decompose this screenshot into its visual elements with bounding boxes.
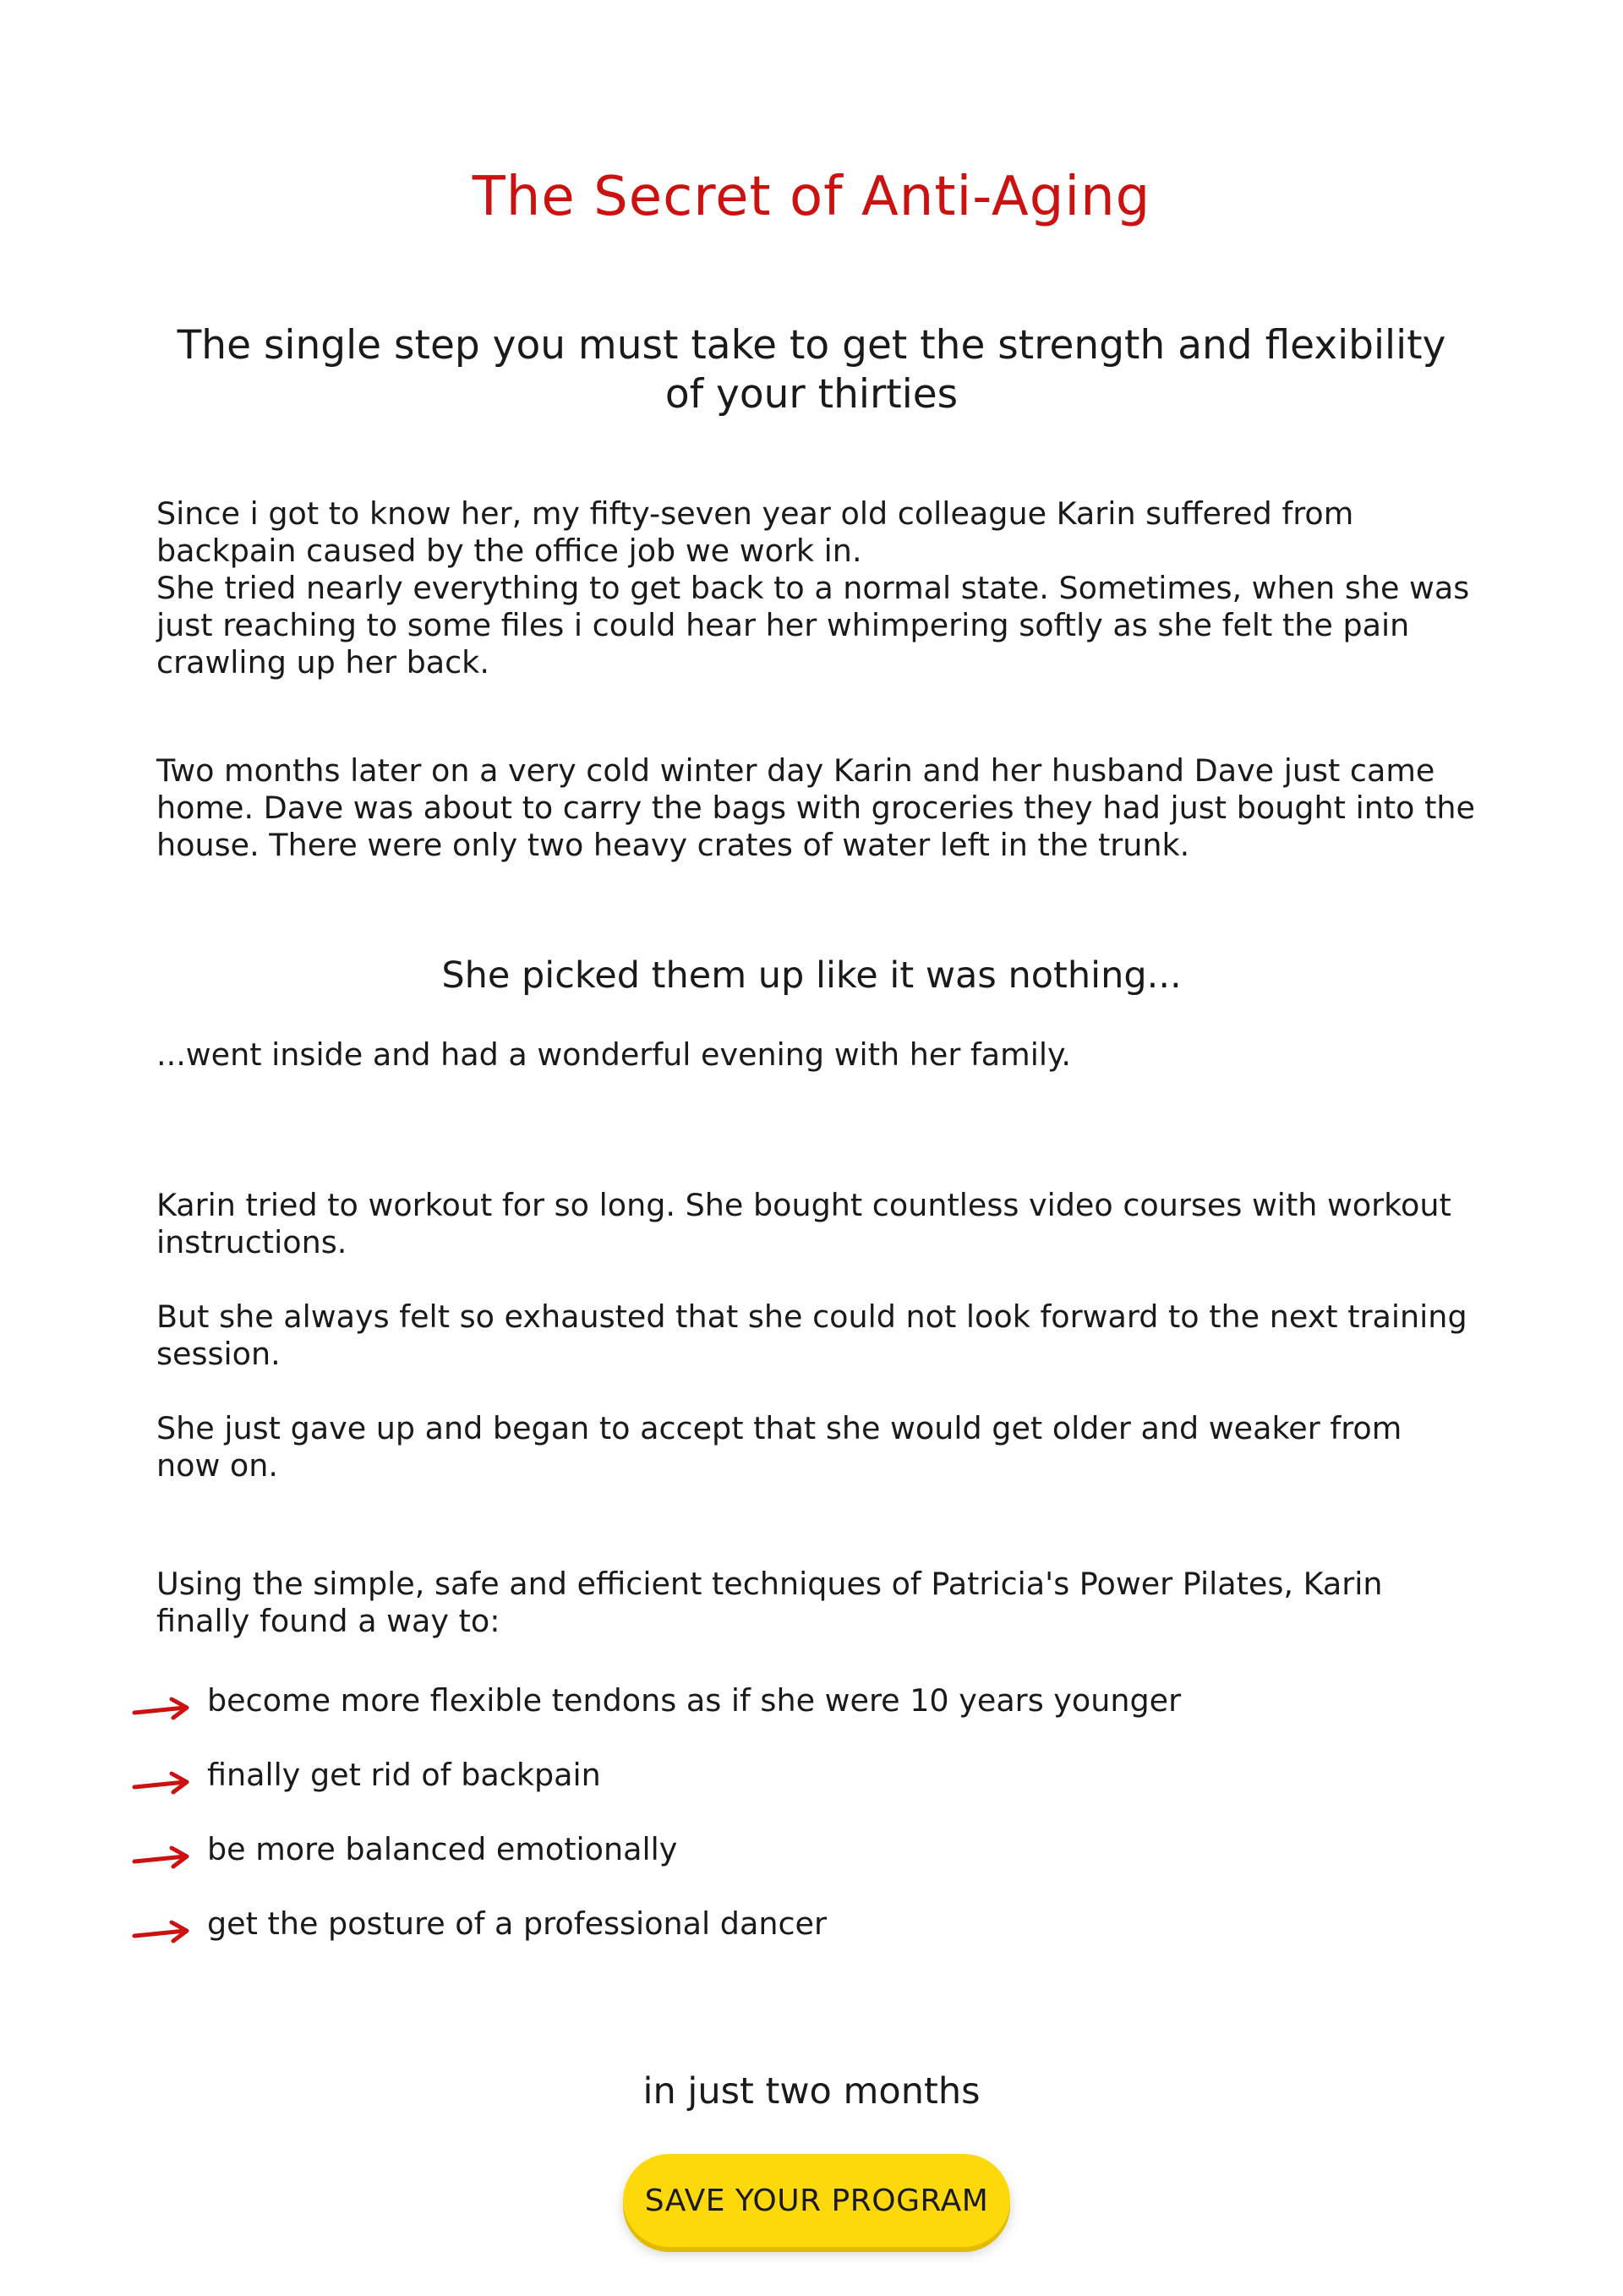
story-continuation xyxy=(156,1036,1475,1074)
story-paragraph: Since i got to know her, my fifty-seven year old colleague Karin suffered from backpain caused by the office job we work in. xyxy=(156,495,1354,569)
benefit-text: get the posture of a professional dancer xyxy=(207,1905,827,1942)
story-paragraph: She just gave up and began to accept that she would get older and weaker from now on. xyxy=(156,1410,1402,1484)
red-arrow-icon xyxy=(131,1841,192,1875)
story-struggle xyxy=(156,1187,1475,1484)
story-paragraph: Karin tried to workout for so long. She bought countless video courses with workout instructions. xyxy=(156,1187,1451,1260)
page-title: The Secret of Anti-Aging xyxy=(472,166,1151,228)
red-arrow-icon xyxy=(131,1692,192,1726)
benefit-text: be more balanced emotionally xyxy=(207,1831,678,1867)
list-item xyxy=(131,1681,1181,1755)
list-item xyxy=(131,1755,1181,1829)
story-paragraph: But she always felt so exhausted that she could not look forward to the next training session. xyxy=(156,1298,1467,1372)
list-item xyxy=(131,1904,1181,1978)
story-paragraph: She tried nearly everything to get back to a normal state. Sometimes, when she was just reaching to some files i could hear her whimpering softly as she felt the pain crawling up her back. xyxy=(156,570,1470,681)
list-item xyxy=(131,1829,1181,1904)
story-paragraph: Using the simple, safe and efficient techniques of Patricia's Power Pilates, Karin finally found a way to: xyxy=(156,1566,1383,1639)
save-program-button[interactable]: SAVE YOUR PROGRAM xyxy=(623,2154,1010,2247)
story-intro xyxy=(156,495,1475,681)
story-turning-point xyxy=(156,752,1475,864)
page-subtitle: The single step you must take to get the strength and flexibility of your thirties xyxy=(177,322,1446,418)
red-arrow-icon xyxy=(131,1767,192,1801)
red-arrow-icon xyxy=(131,1916,192,1949)
story-paragraph: ...went inside and had a wonderful evening with her family. xyxy=(156,1036,1071,1073)
closing-line: in just two months xyxy=(642,2070,981,2113)
benefit-text: finally get rid of backpain xyxy=(207,1757,601,1793)
story-paragraph: Two months later on a very cold winter day Karin and her husband Dave just came home. Dave was about to carry the bags with groceries they had just bought into the house. There were only two heavy crates of water left in the trunk. xyxy=(156,752,1475,863)
benefits-list xyxy=(131,1681,1181,1978)
story-solution xyxy=(156,1566,1475,1640)
story-highlight: She picked them up like it was nothing... xyxy=(441,954,1182,997)
benefit-text: become more flexible tendons as if she were 10 years younger xyxy=(207,1682,1182,1719)
